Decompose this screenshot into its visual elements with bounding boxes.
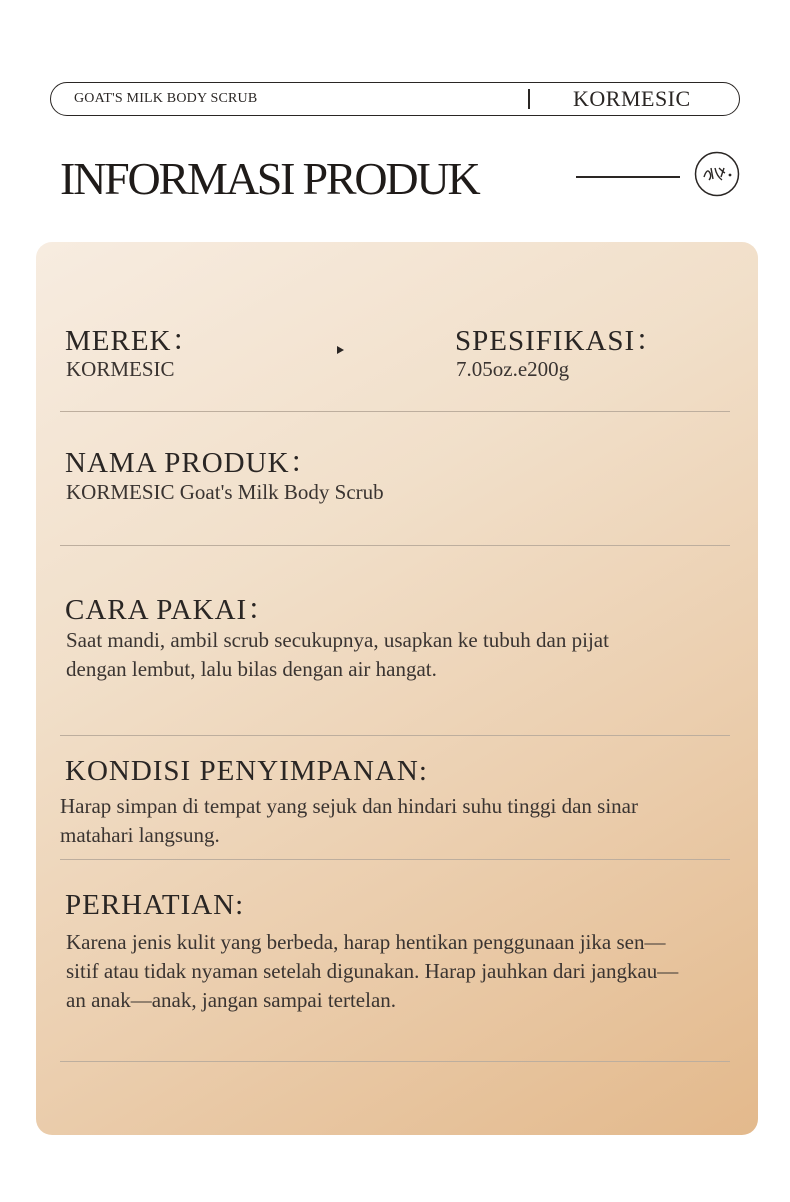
brand-monogram-icon [694, 151, 740, 197]
spec-value: 7.05oz.e200g [456, 357, 570, 381]
spec-heading: SPESIFIKASI： [455, 325, 666, 357]
brand-logo: KORMESIC [573, 86, 691, 111]
brand-heading: MEREK： [65, 325, 202, 357]
usage-line: dengan lembut, lalu bilas dengan air hangat. [66, 657, 437, 681]
header-pill [50, 82, 740, 116]
product-name-heading: NAMA PRODUK： [65, 447, 320, 479]
product-name-value: KORMESIC Goat's Milk Body Scrub [66, 480, 384, 504]
separator [60, 859, 730, 860]
storage-heading: KONDISI PENYIMPANAN: [65, 755, 428, 787]
usage-line: Saat mandi, ambil scrub secukupnya, usapkan ke tubuh dan pijat [66, 628, 609, 652]
title-divider-line [576, 176, 680, 178]
caution-heading: PERHATIAN: [65, 889, 245, 921]
caution-line: sitif atau tidak nyaman setelah digunakan. Harap jauhkan dari jangkau— [66, 959, 679, 983]
usage-heading: CARA PAKAI： [65, 594, 278, 626]
separator [60, 545, 730, 546]
storage-line: matahari langsung. [60, 823, 220, 847]
page-title: INFORMASI PRODUK [60, 153, 479, 204]
brand-value: KORMESIC [66, 357, 175, 381]
product-tag: GOAT'S MILK BODY SCRUB [74, 91, 258, 106]
header-divider [528, 89, 530, 109]
arrow-bullet-icon [337, 346, 344, 354]
separator [60, 735, 730, 736]
storage-line: Harap simpan di tempat yang sejuk dan hindari suhu tinggi dan sinar [60, 794, 638, 818]
caution-line: Karena jenis kulit yang berbeda, harap hentikan penggunaan jika sen— [66, 930, 666, 954]
separator [60, 411, 730, 412]
separator [60, 1061, 730, 1062]
caution-line: an anak—anak, jangan sampai tertelan. [66, 988, 397, 1012]
